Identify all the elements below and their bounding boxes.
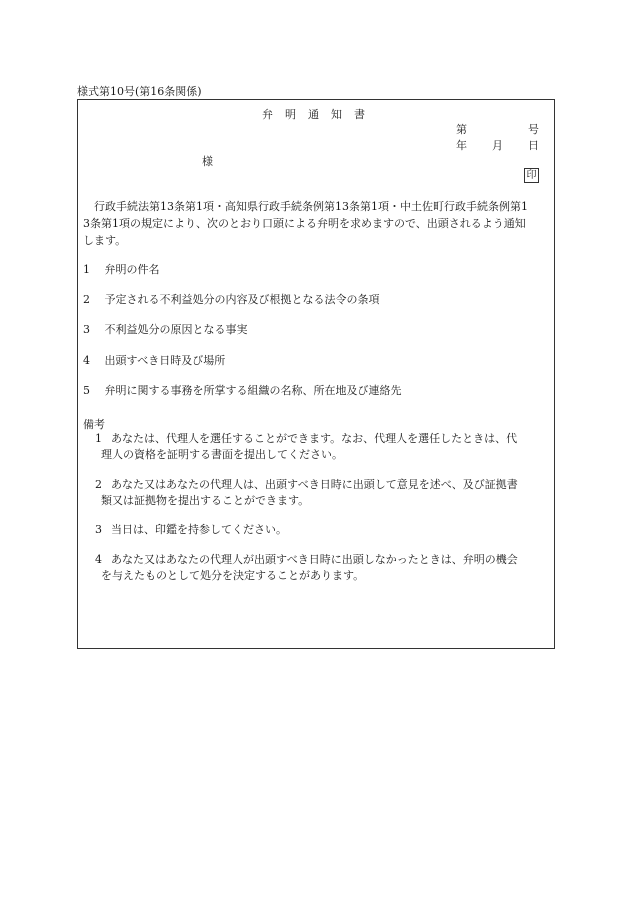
note-text: あなたは、代理人を選任することができます。なお、代理人を選任したときは、代	[111, 432, 518, 445]
body-line: 3条第1項の規定により、次のとおり口頭による弁明を求めますので、出頭されるよう通知	[83, 217, 526, 230]
note-number: 3	[95, 523, 102, 536]
note-text: 当日は、印鑑を持参してください。	[111, 523, 287, 536]
item-text: 不利益処分の原因となる事実	[104, 323, 248, 336]
item-text: 予定される不利益処分の内容及び根拠となる法令の条項	[104, 293, 380, 306]
note-entry	[95, 477, 551, 509]
body-line: 行政手続法第13条第1項・高知県行政手続条例第13条第1項・中土佐町行政手続条例第1	[83, 200, 528, 213]
form-label: 様式第10号(第16条関係)	[77, 85, 202, 98]
body-line: します。	[83, 234, 127, 247]
list-item	[83, 264, 160, 275]
list-item	[83, 324, 248, 335]
document-title: 弁明通知書	[262, 108, 377, 121]
note-text-continued: を与えたものとして処分を決定することがあります。	[101, 569, 365, 582]
item-number: 5	[83, 384, 90, 397]
seal-mark: 印	[524, 168, 539, 183]
date-year: 年	[456, 139, 467, 152]
item-text: 弁明の件名	[104, 263, 160, 276]
addressee-suffix: 様	[202, 155, 213, 168]
note-text: あなた又はあなたの代理人は、出頭すべき日時に出頭して意見を述べ、及び証拠書	[111, 478, 518, 491]
note-number: 2	[95, 478, 102, 491]
item-text: 弁明に関する事務を所掌する組織の名称、所在地及び連絡先	[104, 384, 402, 397]
note-text-continued: 類又は証拠物を提出することができます。	[101, 494, 310, 507]
date-month: 月	[492, 139, 503, 152]
list-item	[83, 294, 380, 305]
note-text-continued: 理人の資格を証明する書面を提出してください。	[101, 448, 343, 461]
note-number: 4	[95, 553, 102, 566]
note-entry	[95, 552, 551, 584]
body-paragraph	[83, 198, 551, 249]
list-item	[83, 355, 225, 366]
item-number: 3	[83, 323, 90, 336]
note-entry	[95, 431, 551, 463]
notes-heading: 備考	[83, 418, 105, 431]
list-item	[83, 385, 402, 396]
note-text: あなた又はあなたの代理人が出頭すべき日時に出頭しなかったときは、弁明の機会	[111, 553, 518, 566]
item-number: 1	[83, 263, 90, 276]
item-number: 4	[83, 354, 90, 367]
item-number: 2	[83, 293, 90, 306]
date-day: 日	[528, 139, 539, 152]
item-text: 出頭すべき日時及び場所	[104, 354, 226, 367]
note-entry	[95, 522, 551, 538]
number-suffix: 号	[528, 123, 539, 136]
number-prefix: 第	[456, 123, 467, 136]
note-number: 1	[95, 432, 102, 445]
